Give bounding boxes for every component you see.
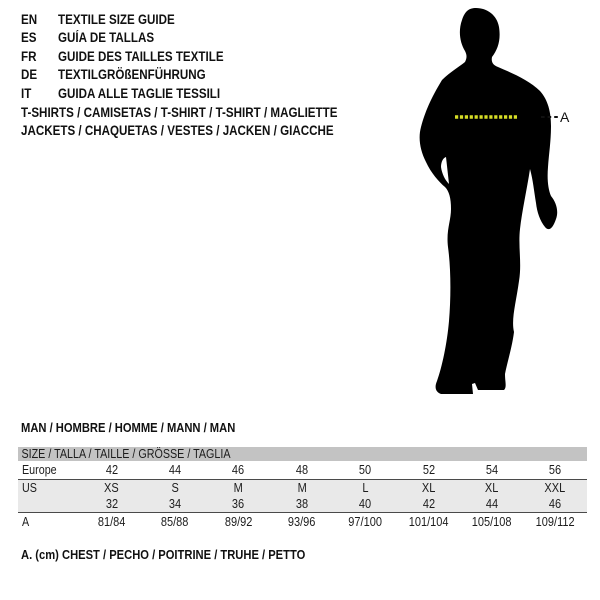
cell-value: 89/92 [224, 515, 253, 529]
cell-value: 105/108 [472, 515, 512, 529]
cell-value: M [297, 481, 307, 495]
cell-value: 36 [232, 497, 245, 511]
cell-value: 101/104 [408, 515, 449, 529]
measure-label-a: A [560, 109, 570, 125]
cell-value: 93/96 [288, 515, 316, 529]
cell-value: 40 [359, 497, 372, 511]
language-title: TEXTILE SIZE GUIDE [58, 12, 175, 27]
man-silhouette [420, 8, 558, 394]
table-row-europe [18, 461, 587, 480]
cell-value: 42 [422, 497, 435, 511]
language-code: DE [21, 67, 38, 83]
cell-value: 44 [168, 463, 182, 477]
cell-value: 32 [105, 497, 118, 511]
cell-value: 109/112 [535, 515, 575, 529]
category-jackets: JACKETS / CHAQUETAS / VESTES / JACKEN / GIACCHE [21, 123, 334, 139]
cell-value: XL [421, 481, 436, 495]
cell-value: 50 [359, 463, 372, 477]
language-code: EN [21, 12, 38, 27]
cell-value: 48 [295, 463, 308, 477]
cell-value: 38 [295, 497, 308, 511]
cell-value: 56 [549, 463, 562, 477]
footnote-chest: A. (cm) CHEST / PECHO / POITRINE / TRUHE / PETTO [21, 547, 306, 562]
cell-value: XXL [544, 481, 566, 495]
cell-value: L [362, 481, 369, 495]
language-title: TEXTILGRÖßENFÜHRUNG [58, 67, 206, 83]
row-label: US [22, 481, 37, 495]
language-code: IT [21, 85, 32, 101]
table-row-us [18, 480, 587, 497]
language-title: GUIDE DES TAILLES TEXTILE [58, 48, 224, 64]
language-code: ES [21, 30, 37, 46]
cell-value: 81/84 [97, 515, 126, 529]
section-title-man: MAN / HOMBRE / HOMME / MANN / MAN [21, 420, 236, 435]
cell-value: 85/88 [161, 515, 189, 529]
row-label: A [22, 515, 30, 529]
size-table-header: SIZE / TALLA / TAILLE / GRÖSSE / TAGLIA [18, 447, 587, 461]
cell-value: 34 [168, 497, 182, 511]
language-title: GUIDA ALLE TAGLIE TESSILI [58, 85, 221, 101]
cell-value: 54 [485, 463, 499, 477]
cell-value: 97/100 [348, 515, 383, 529]
category-tshirts: T-SHIRTS / CAMISETAS / T-SHIRT / T-SHIRT / MAGLIETTE [21, 105, 338, 120]
language-title: GUÍA DE TALLAS [58, 30, 155, 46]
table-row-chest-a [18, 513, 587, 532]
table-row-numeric [18, 496, 587, 513]
language-code: FR [21, 48, 37, 64]
size-table-header-row [18, 447, 587, 461]
cell-value: 44 [485, 497, 499, 511]
cell-value: S [171, 481, 179, 495]
row-label: Europe [22, 463, 57, 477]
size-table [18, 447, 587, 531]
cell-value: XS [104, 481, 120, 495]
cell-value: XL [485, 481, 499, 495]
cell-value: 42 [105, 463, 118, 477]
cell-value: 52 [422, 463, 435, 477]
cell-value: M [233, 481, 244, 495]
cell-value: 46 [232, 463, 245, 477]
cell-value: 46 [549, 497, 562, 511]
